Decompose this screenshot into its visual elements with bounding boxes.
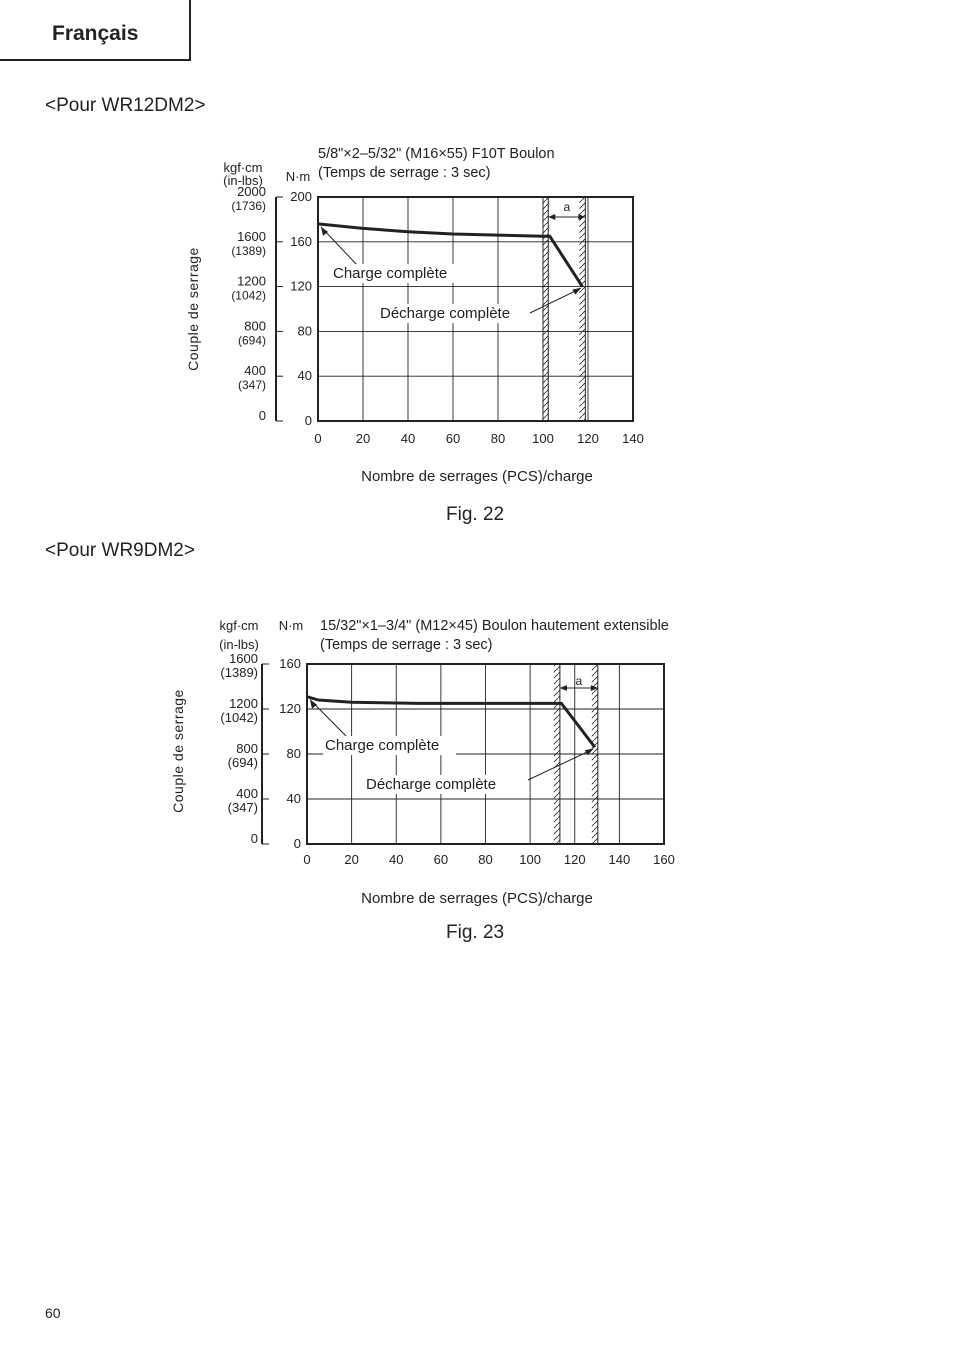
y-tick-label: 40 — [286, 791, 301, 806]
left-scale-label: 400 — [244, 363, 266, 379]
y-tick-label: 120 — [279, 701, 301, 716]
left-scale-label: 1600 — [229, 651, 258, 666]
y-tick-label: 80 — [286, 746, 301, 761]
left-scale-sublabel: (1042) — [231, 288, 266, 303]
x-tick-label: 40 — [400, 431, 416, 446]
left-scale-sublabel: (347) — [237, 378, 266, 393]
x-tick-label: 0 — [314, 431, 322, 446]
page-number: 60 — [45, 1305, 61, 1321]
left-scale-label: 400 — [236, 786, 258, 801]
x-tick-label: 120 — [563, 852, 586, 867]
left-scale-label: 0 — [250, 831, 258, 846]
hatched-band — [592, 664, 598, 844]
left-scale-sublabel: (1736) — [231, 199, 266, 213]
left-scale-sublabel: (694) — [227, 755, 258, 770]
dimension-a-label: a — [563, 200, 571, 214]
x-axis-label: Nombre de serrages (PCS)/charge — [361, 890, 593, 907]
figure-caption-23: Fig. 23 — [446, 922, 505, 943]
language-tab — [0, 0, 191, 61]
y-tick-label: 0 — [293, 836, 301, 851]
unit-inlbs: (in-lbs) — [223, 173, 263, 188]
x-tick-label: 20 — [355, 431, 371, 446]
hatched-band — [579, 197, 585, 421]
chart-subtitle: (Temps de serrage : 3 sec) — [318, 165, 491, 181]
y-tick-label: 160 — [290, 233, 312, 249]
charge-leader-arrow — [310, 700, 317, 709]
left-scale-label: 1200 — [237, 273, 266, 289]
chart-title: 15/32"×1–3/4" (M12×45) Boulon hautement extensible — [320, 618, 669, 634]
left-scale-sublabel: (1389) — [231, 243, 266, 258]
left-scale-sublabel: (1042) — [220, 710, 258, 725]
unit-kgfcm: kgf·cm — [219, 618, 259, 633]
y-tick-label: 40 — [297, 368, 312, 384]
figure-caption-22: Fig. 22 — [446, 504, 505, 525]
x-tick-label: 80 — [490, 431, 506, 446]
left-scale-sublabel: (1389) — [220, 665, 258, 680]
unit-kgfcm: kgf·cm — [223, 160, 263, 175]
unit-nm: N·m — [278, 618, 304, 633]
x-tick-label: 0 — [303, 852, 311, 867]
charge-leader-arrow — [321, 227, 328, 236]
unit-nm: N·m — [285, 169, 311, 184]
y-axis-label: Couple de serrage — [170, 689, 186, 813]
language-label: Français — [52, 22, 139, 45]
x-tick-label: 120 — [577, 431, 599, 446]
discharge-leader-line — [530, 289, 580, 313]
full-charge-label: Charge complète — [333, 265, 448, 282]
full-charge-label: Charge complète — [325, 737, 440, 754]
y-tick-label: 200 — [290, 189, 312, 204]
x-tick-label: 80 — [478, 852, 493, 867]
left-scale-sublabel: (694) — [237, 333, 266, 348]
left-scale-label: 800 — [236, 741, 258, 756]
dimension-a-arrow-left — [560, 685, 567, 691]
torque-chart-wr12dm2 — [0, 140, 954, 540]
hatched-band — [554, 664, 560, 844]
y-tick-label: 80 — [297, 323, 312, 339]
chart-title: 5/8"×2–5/32" (M16×55) F10T Boulon — [318, 146, 555, 162]
full-discharge-label: Décharge complète — [366, 776, 497, 793]
full-discharge-label: Décharge complète — [380, 305, 511, 322]
left-scale-label: 1600 — [237, 228, 266, 244]
x-axis-label: Nombre de serrages (PCS)/charge — [361, 468, 593, 485]
x-tick-label: 60 — [445, 431, 461, 446]
x-tick-label: 160 — [653, 852, 675, 867]
dimension-a-arrow-left — [548, 214, 555, 220]
torque-chart-wr9dm2 — [0, 608, 954, 928]
x-tick-label: 140 — [608, 852, 631, 867]
x-tick-label: 60 — [433, 852, 449, 867]
section-heading-wr12dm2: <Pour WR12DM2> — [45, 95, 206, 116]
hatched-band — [542, 197, 548, 421]
x-tick-label: 100 — [532, 431, 554, 446]
left-scale-label: 800 — [244, 318, 266, 334]
y-tick-label: 0 — [304, 413, 312, 428]
left-scale-sublabel: (347) — [227, 800, 258, 815]
section-heading-wr9dm2: <Pour WR9DM2> — [45, 540, 195, 561]
left-scale-label: 0 — [258, 408, 266, 423]
x-tick-label: 40 — [389, 852, 404, 867]
y-axis-label: Couple de serrage — [185, 247, 201, 371]
dimension-a-label: a — [575, 674, 583, 688]
y-tick-label: 160 — [279, 656, 301, 671]
chart-subtitle: (Temps de serrage : 3 sec) — [320, 637, 493, 653]
x-tick-label: 20 — [344, 852, 359, 867]
x-tick-label: 140 — [622, 431, 644, 446]
unit-inlbs: (in-lbs) — [219, 637, 259, 652]
y-tick-label: 120 — [290, 278, 312, 294]
left-scale-label: 2000 — [237, 184, 266, 199]
left-scale-label: 1200 — [229, 696, 258, 711]
x-tick-label: 100 — [519, 852, 541, 867]
